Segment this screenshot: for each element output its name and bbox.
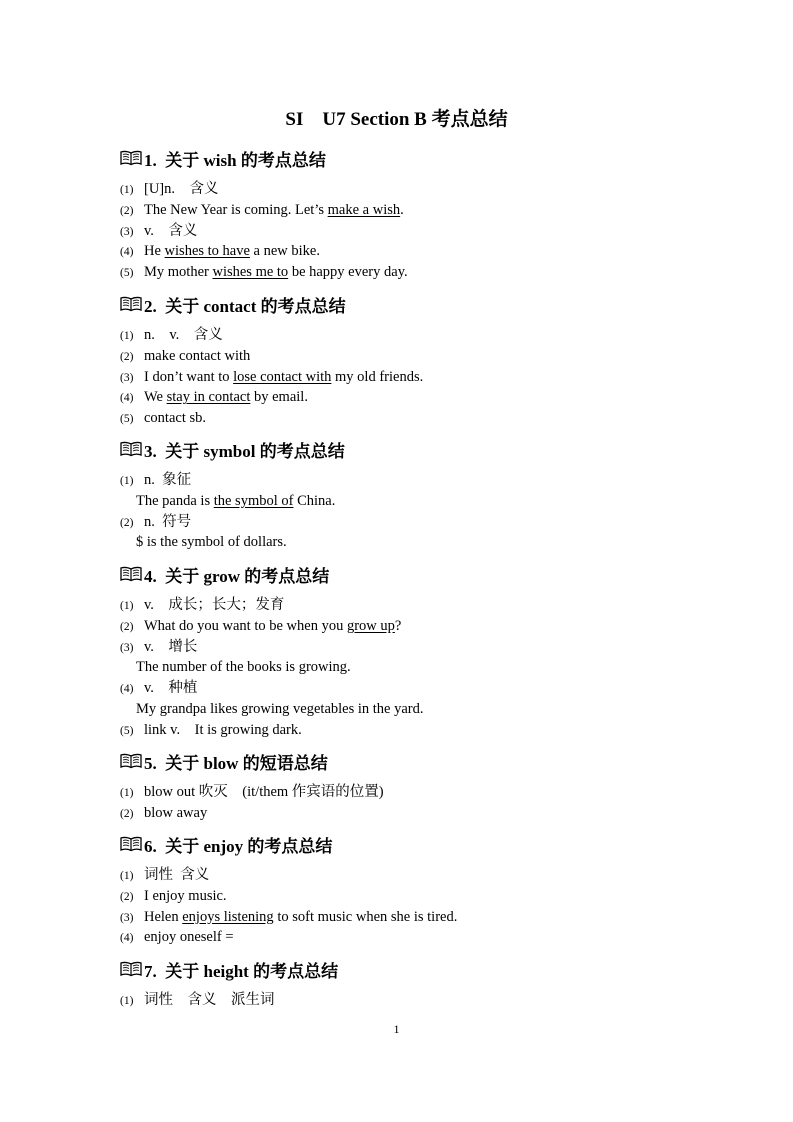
section-heading-text: 4. 关于 grow 的考点总结 [144, 566, 330, 586]
item-text: a new bike. [249, 243, 320, 260]
item-text: v. 含义 [144, 222, 198, 239]
section-heading [120, 832, 332, 856]
item-text: He [144, 243, 165, 260]
underlined-phrase: make a wish [327, 201, 401, 218]
list-item [136, 491, 335, 511]
item-text: China. [293, 492, 336, 509]
item-number: (5) [120, 267, 134, 280]
list-item [136, 532, 287, 552]
item-text: blow out 吹灭 (it/them 作宾语的位置) [144, 784, 384, 800]
list-item [120, 927, 234, 947]
item-text: [U]n. 含义 [144, 181, 219, 197]
page-title: SI U7 Section B 考点总结 [285, 109, 508, 130]
underlined-phrase: lose contact with [233, 368, 332, 385]
underlined-phrase: wishes me to [212, 264, 289, 281]
item-number: (4) [120, 932, 134, 945]
list-item [120, 512, 191, 532]
item-text: v. 种植 [144, 680, 198, 697]
item-text: ? [394, 617, 402, 634]
item-text: My mother [144, 264, 213, 281]
item-text: make contact with [144, 347, 251, 364]
item-number: (2) [120, 807, 134, 820]
list-item [120, 782, 384, 802]
item-number: (3) [120, 911, 134, 924]
list-item [120, 408, 206, 428]
section-heading [120, 437, 345, 461]
item-number: (5) [120, 724, 134, 737]
item-text: blow away [144, 804, 208, 821]
underlined-phrase: the symbol of [213, 492, 294, 509]
section-heading-text: 7. 关于 height 的考点总结 [144, 961, 339, 981]
item-text: $ is the symbol of dollars. [136, 534, 287, 551]
list-item [120, 200, 404, 220]
item-text: v. 增长 [144, 638, 198, 655]
item-number: (1) [120, 475, 134, 487]
item-number: (2) [120, 204, 134, 217]
list-item [120, 907, 457, 927]
item-number: (3) [120, 371, 134, 384]
list-item [120, 678, 197, 698]
list-item [120, 470, 191, 490]
item-number: (3) [120, 225, 134, 238]
item-text: enjoy oneself = [144, 929, 234, 946]
item-text: n. 象征 [144, 472, 192, 488]
list-item [120, 387, 308, 407]
underlined-phrase: stay in contact [166, 389, 251, 406]
book-icon [120, 441, 144, 457]
item-text: . [400, 201, 404, 218]
section-heading [120, 749, 328, 773]
list-item [120, 595, 284, 615]
item-number: (4) [120, 392, 134, 405]
item-text: contact sb. [144, 410, 207, 427]
item-text: my old friends. [331, 368, 424, 385]
item-number: (2) [120, 350, 134, 363]
section-heading-text: 1. 关于 wish 的考点总结 [144, 150, 326, 170]
list-item [120, 325, 223, 345]
list-item [120, 179, 219, 199]
item-text: link v. It is growing dark. [144, 721, 302, 738]
item-text: What do you want to be when you [144, 617, 347, 634]
item-text: I enjoy music. [144, 887, 227, 904]
item-number: (2) [120, 890, 134, 903]
item-number: (1) [120, 870, 134, 882]
item-text: The New Year is coming. Let’s [144, 201, 328, 218]
item-text: The number of the books is growing. [136, 659, 351, 676]
item-text: 词性 含义 派生词 [144, 992, 275, 1008]
item-text: I don’t want to [144, 368, 234, 385]
list-item [120, 346, 250, 366]
item-text: n. 符号 [144, 513, 192, 530]
book-icon [120, 296, 144, 312]
item-text: to soft music when she is tired. [273, 908, 458, 925]
item-number: (4) [120, 246, 134, 259]
item-text: The panda is [136, 492, 214, 509]
item-number: (1) [120, 995, 134, 1007]
section-heading [120, 957, 338, 981]
item-text: n. v. 含义 [144, 327, 223, 343]
section-heading-text: 5. 关于 blow 的短语总结 [144, 753, 328, 773]
list-item [136, 657, 351, 677]
list-item [120, 241, 320, 261]
item-number: (1) [120, 787, 134, 799]
book-icon [120, 753, 144, 769]
item-number: (3) [120, 641, 134, 654]
section-heading [120, 146, 326, 170]
item-number: (4) [120, 683, 134, 696]
list-item [120, 221, 197, 241]
list-item [120, 990, 275, 1010]
item-number: (5) [120, 413, 134, 426]
list-item [120, 720, 302, 740]
section-heading [120, 292, 346, 316]
book-icon [120, 961, 144, 977]
item-number: (1) [120, 184, 134, 196]
list-item [120, 637, 197, 657]
book-icon [120, 566, 144, 582]
section-heading [120, 562, 329, 586]
list-item [136, 699, 424, 719]
book-icon [120, 836, 144, 852]
item-number: (2) [120, 620, 134, 633]
book-icon [120, 150, 144, 166]
section-heading-text: 6. 关于 enjoy 的考点总结 [144, 836, 333, 856]
list-item [120, 262, 408, 282]
underlined-phrase: enjoys listening [182, 908, 274, 925]
list-item [120, 865, 209, 885]
list-item [120, 886, 227, 906]
item-text: 词性 含义 [144, 867, 210, 883]
section-heading-text: 3. 关于 symbol 的考点总结 [144, 441, 345, 461]
list-item [120, 616, 401, 636]
list-item [120, 803, 207, 823]
item-number: (2) [120, 516, 134, 529]
item-text: v. 成长；长大；发育 [144, 597, 285, 613]
item-text: We [144, 389, 167, 406]
item-number: (1) [120, 600, 134, 612]
item-text: be happy every day. [288, 264, 408, 281]
page-number: 1 [393, 1022, 400, 1036]
item-number: (1) [120, 330, 134, 342]
item-text: by email. [250, 389, 308, 406]
section-heading-text: 2. 关于 contact 的考点总结 [144, 296, 346, 316]
list-item [120, 367, 423, 387]
item-text: My grandpa likes growing vegetables in the yard. [136, 701, 424, 717]
underlined-phrase: wishes to have [164, 243, 250, 260]
item-text: Helen [144, 908, 183, 925]
underlined-phrase: grow up [346, 617, 395, 634]
